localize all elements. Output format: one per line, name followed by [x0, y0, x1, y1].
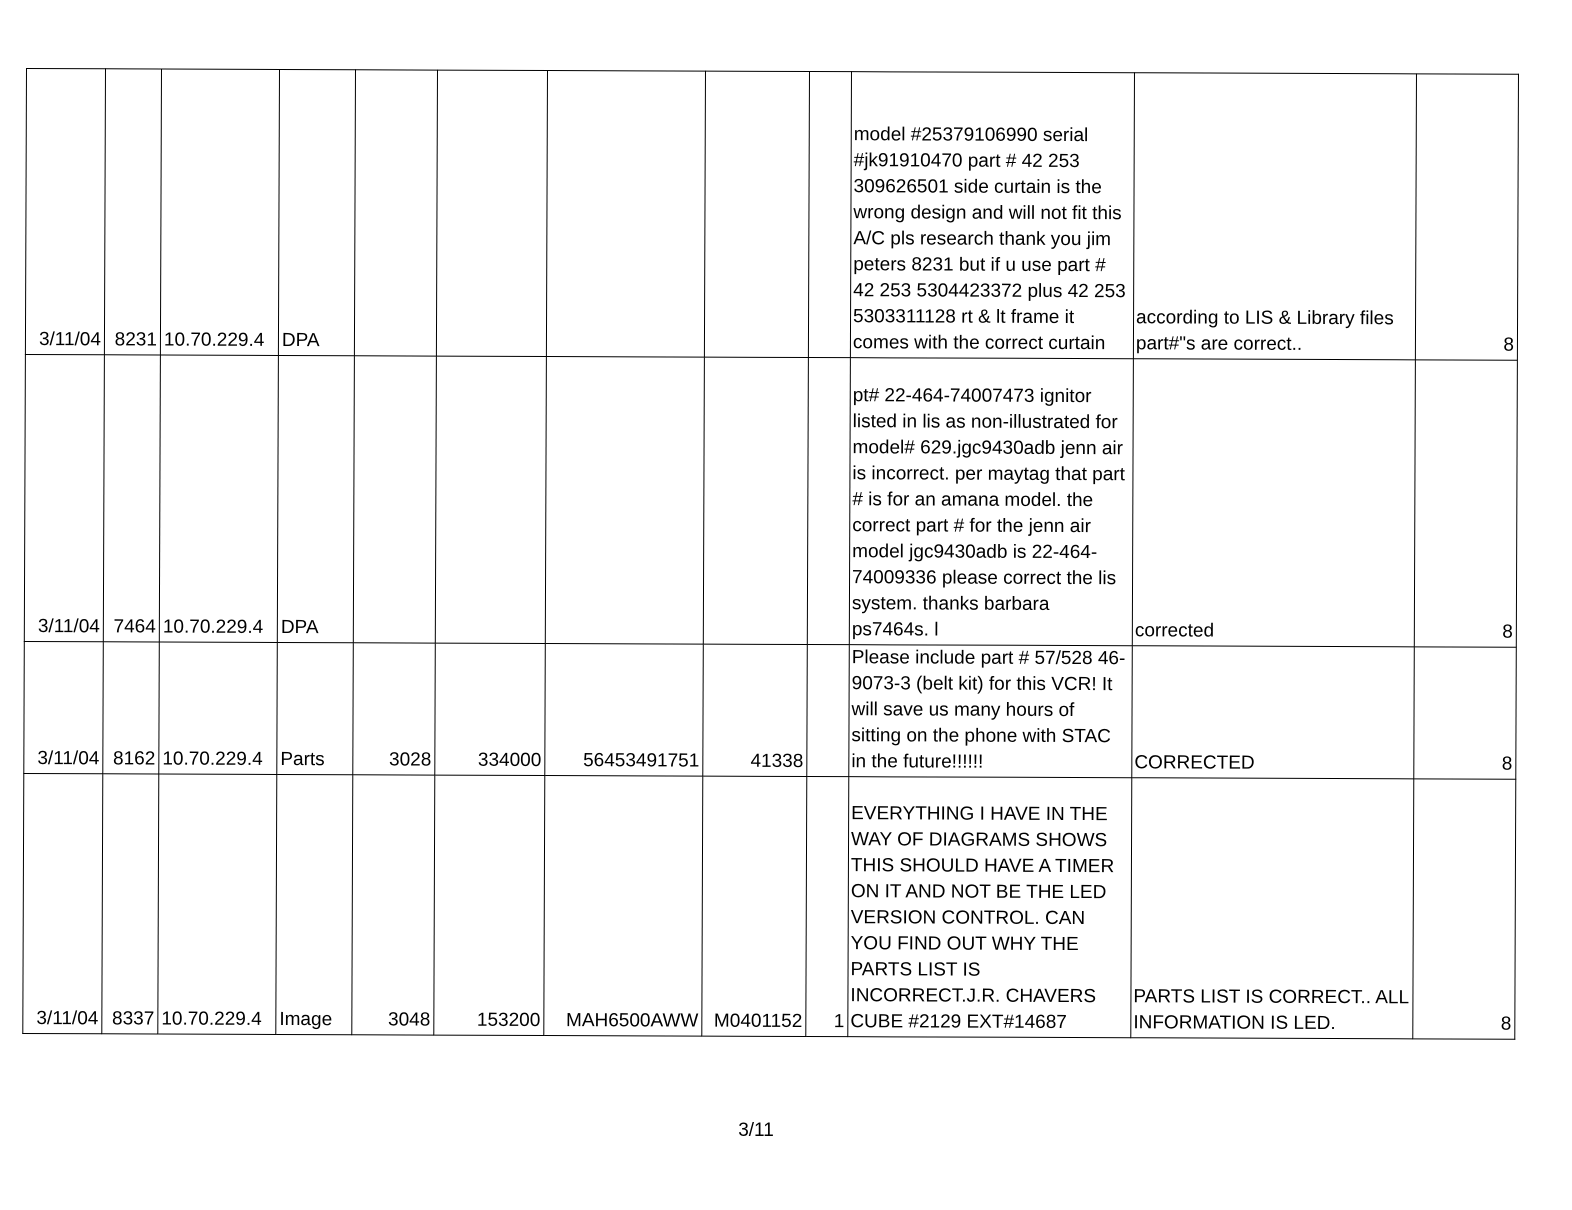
cell-col6: 153200 — [434, 775, 545, 1035]
cell-comment: pt# 22-464-74007473 ignitor listed in lis as non-illustrated for model# 629.jgc9430adb jenn air is incorrect. per maytag that part # is for an amana model. the correct part # for the jenn air model jgc9430adb is 22-464-74009336 please correct the lis system. thanks barbara ps7464s. l — [849, 358, 1133, 646]
cell-col5 — [354, 70, 437, 356]
table-row — [23, 773, 1516, 1039]
cell-comment: Please include part # 57/528 46-9073-3 (belt kit) for this VCR! It will save us many hours of sitting on the phone with STAC in the future!!!!!! — [849, 645, 1133, 778]
cell-col6 — [436, 70, 547, 356]
issues-table — [22, 68, 1519, 1040]
cell-date: 3/11/04 — [24, 354, 104, 641]
cell-ip: 10.70.229.4 — [159, 642, 278, 774]
cell-col9 — [807, 645, 850, 777]
cell-response: PARTS LIST IS CORRECT.. ALL INFORMATION IS LED. — [1131, 778, 1414, 1039]
table-row — [24, 354, 1517, 647]
cell-col9 — [808, 72, 851, 358]
cell-col8 — [704, 71, 809, 357]
cell-category: DPA — [277, 355, 354, 642]
cell-id: 7464 — [103, 355, 160, 642]
cell-ip: 10.70.229.4 — [158, 774, 277, 1034]
cell-response: corrected — [1132, 359, 1415, 647]
table-row — [24, 641, 1516, 779]
cell-col6 — [435, 356, 546, 643]
cell-col6: 334000 — [435, 643, 546, 775]
cell-col9: 1 — [806, 777, 849, 1037]
cell-id: 8162 — [103, 642, 160, 774]
cell-id: 8231 — [104, 69, 161, 355]
table-row — [25, 69, 1518, 361]
cell-col7: 56453491751 — [545, 643, 704, 776]
cell-col7 — [545, 357, 704, 645]
cell-date: 3/11/04 — [24, 641, 104, 773]
page-number: 3/11 — [738, 1120, 774, 1141]
cell-id: 8337 — [102, 774, 159, 1034]
cell-code: 8 — [1413, 779, 1516, 1039]
cell-response: CORRECTED — [1132, 646, 1415, 779]
cell-col9 — [807, 358, 850, 645]
cell-ip: 10.70.229.4 — [160, 69, 279, 355]
cell-col5: 3028 — [353, 643, 436, 775]
cell-code: 8 — [1414, 360, 1517, 647]
cell-category: DPA — [278, 69, 355, 355]
cell-col7: MAH6500AWW — [544, 775, 703, 1036]
cell-ip: 10.70.229.4 — [159, 355, 278, 642]
cell-response: according to LIS & Library files part#"s are correct.. — [1133, 73, 1416, 360]
cell-col7 — [546, 71, 705, 358]
cell-category: Image — [276, 774, 353, 1034]
cell-col8 — [703, 357, 808, 644]
cell-col8: M0401152 — [702, 776, 807, 1036]
cell-col8: 41338 — [703, 644, 808, 776]
cell-category: Parts — [277, 642, 354, 774]
cell-comment: model #25379106990 serial #jk91910470 part # 42 253 309626501 side curtain is the wrong design and will not fit this A/C pls research thank you jim peters 8231 but if u use part # 42 253 5304423372 plus 42 253 5303311128 rt & lt frame it comes with the correct curtain — [850, 72, 1134, 359]
cell-col5 — [353, 356, 436, 643]
cell-code: 8 — [1414, 647, 1517, 779]
cell-date: 3/11/04 — [23, 773, 103, 1033]
cell-code: 8 — [1415, 74, 1518, 360]
cell-comment: EVERYTHING I HAVE IN THE WAY OF DIAGRAMS SHOWS THIS SHOULD HAVE A TIMER ON IT AND NOT BE THE LED VERSION CONTROL. CAN YOU FIND OUT WHY THE PARTS LIST IS INCORRECT.J.R. CHAVERS CUBE #2129 EXT#14687 — [848, 777, 1132, 1038]
cell-col5: 3048 — [352, 775, 435, 1035]
cell-date: 3/11/04 — [25, 69, 105, 355]
